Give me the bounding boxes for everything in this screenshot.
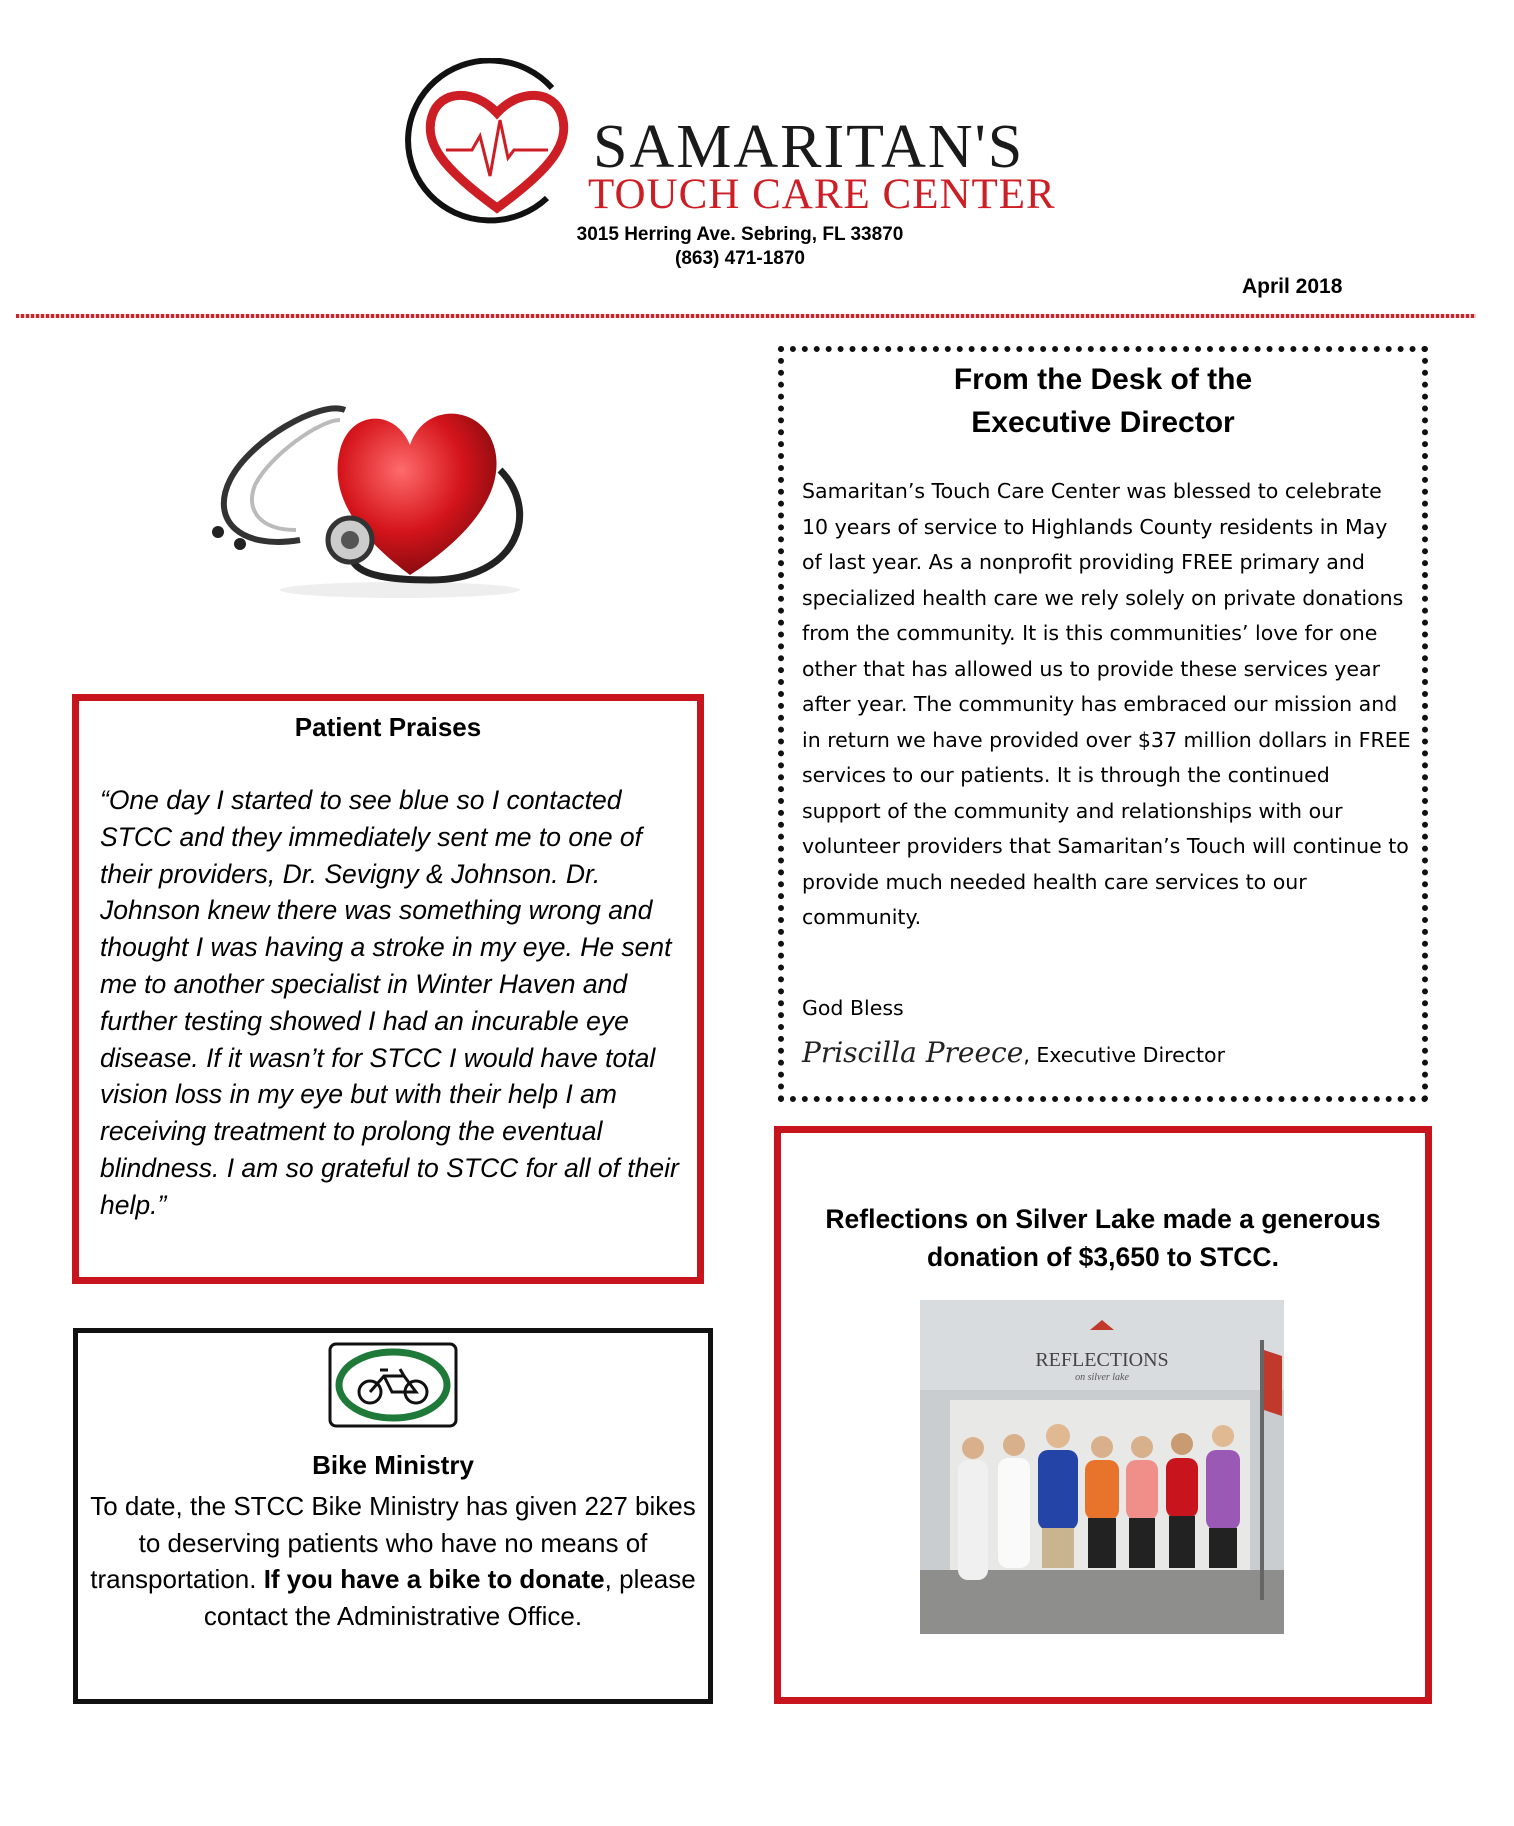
photo-sign-subtext: on silver lake (1075, 1372, 1129, 1383)
street-address: 3015 Herring Ave. Sebring, FL 33870 (576, 224, 904, 245)
director-signature-row (802, 1036, 1225, 1069)
heartbeat-logo-icon (402, 58, 592, 228)
director-signature: Priscilla Preece (802, 1036, 1024, 1069)
stethoscope-heart-icon (200, 380, 560, 600)
phone-number: (863) 471-1870 (675, 248, 805, 269)
brand-name-line1: SAMARITAN'S (593, 113, 1025, 181)
director-signature-title: , Executive Director (1023, 1043, 1226, 1067)
header-divider (16, 314, 1476, 318)
director-body (802, 474, 1412, 936)
director-body-part1: Samaritan’s Touch Care Center was blessed to celebrate 10 years of service to Highlands County residents in May of last year. As a nonprofit providing (802, 479, 1388, 574)
patient-praises-title: Patient Praises (294, 712, 482, 742)
patient-praises-quote: “One day I started to see blue so I contacted STCC and they immediately sent me to one of their providers, Dr. Sevigny & Johnson. Dr. Johnson knew there was something wrong and thought I was having a stroke in my eye. He sent me to another specialist in Winter Haven and further testing showed I had an incurable eye disease. If it wasn’t for STCC I would have total vision loss in my eye but with their help I am receiving treatment to prolong the eventual blindness. I am so grateful to STCC for all of their help.” (100, 785, 679, 1220)
bike-ministry-text-bold: If you have a bike to donate (263, 1564, 605, 1594)
photo-sign-text: REFLECTIONS (1035, 1349, 1169, 1371)
bike-ministry-text-part2: , please contact the Administrative Office. (203, 1564, 696, 1631)
bicycle-sign-icon (328, 1342, 458, 1428)
bike-ministry-text (88, 1488, 698, 1634)
group-photo-image (920, 1300, 1284, 1634)
director-body-part2: primary and specialized health care we rely solely on private donations from the community. It is this communities’ love for one other that has allowed us to provide these services year after year. The community has embraced our mission and in return we have provided over $37 million dollars in (802, 550, 1404, 752)
reflections-donation-text: Reflections on Silver Lake made a generous donation of $3,650 to STCC. (825, 1204, 1381, 1272)
free-highlight: FREE (1181, 550, 1234, 574)
director-title-line1: From the Desk of the (953, 363, 1253, 396)
director-title (790, 358, 1416, 444)
address-block (560, 223, 920, 271)
brand-name-line2: TOUCH CARE CENTER (588, 171, 1056, 218)
free-highlight: FREE (1358, 727, 1411, 752)
director-title-line2: Executive Director (971, 406, 1235, 439)
director-body-part3: services to our patients. It is through the continued support of the community and relationships with our volunteer providers that Samaritan’s Touch will continue to provide much needed health care services to our community. (802, 763, 1409, 929)
bike-ministry-text-part1: To date, the STCC Bike Ministry has given 227 bikes to deserving patients who have no means of transportation. (90, 1491, 696, 1594)
director-closing: God Bless (802, 996, 904, 1020)
bike-ministry-title: Bike Ministry (312, 1450, 474, 1480)
issue-date: April 2018 (1242, 275, 1343, 298)
